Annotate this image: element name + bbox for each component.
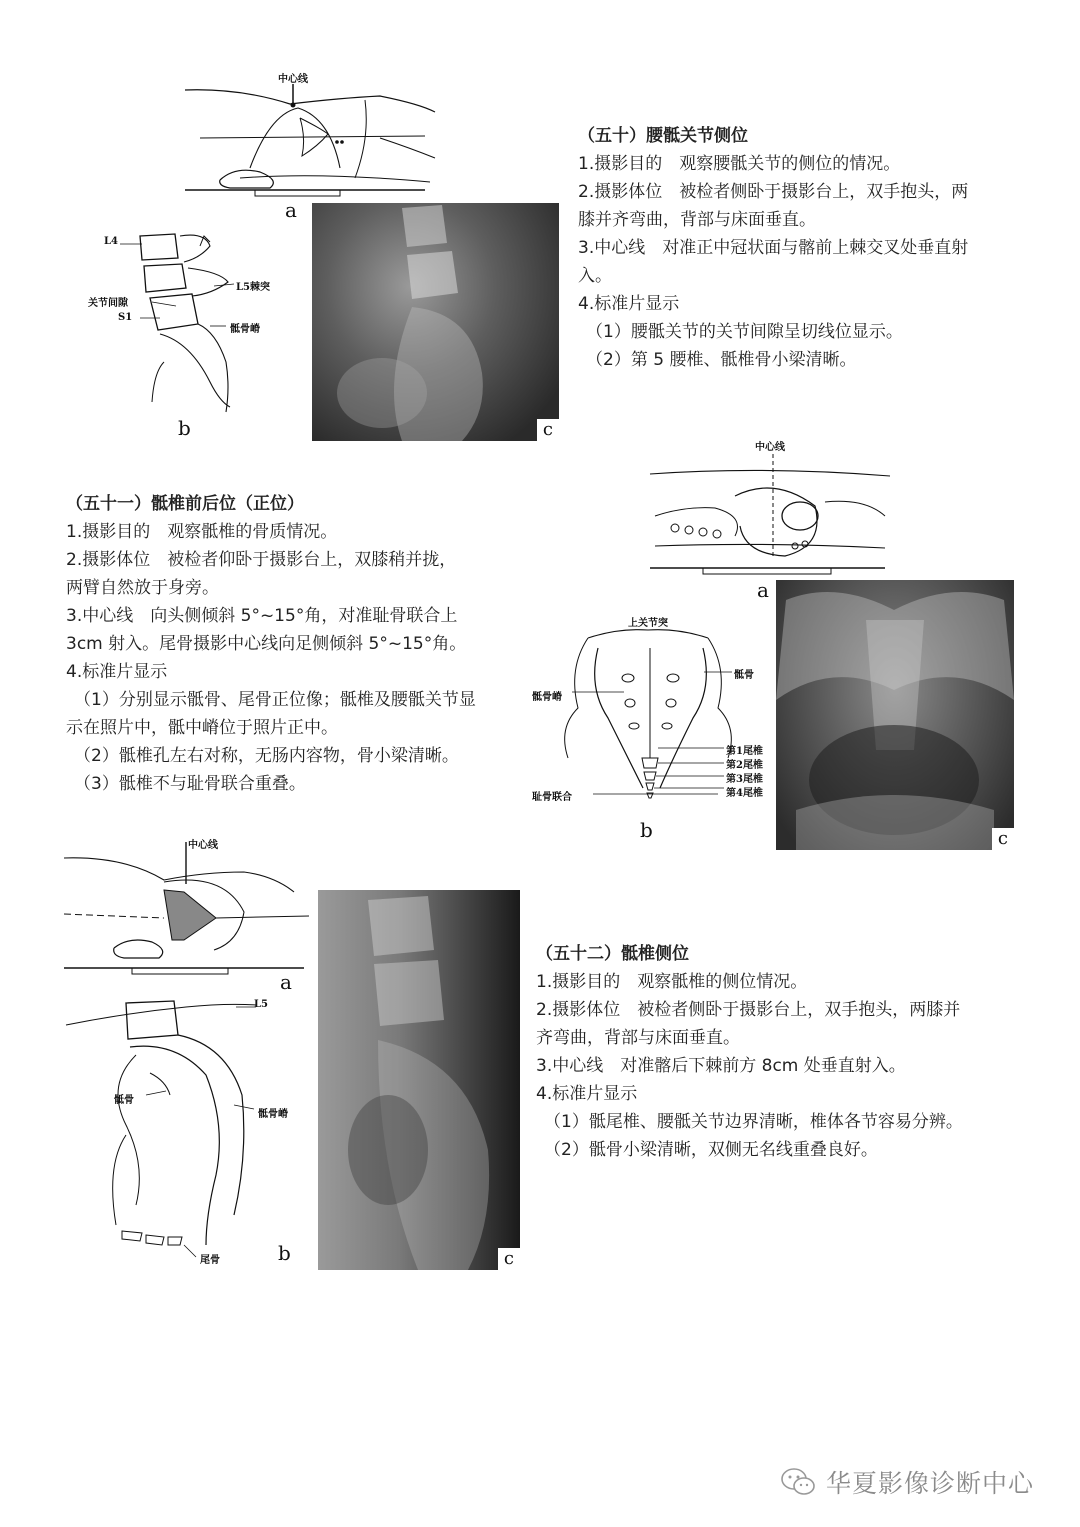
fig51-label-coccyx-3: 第3尾椎 — [726, 774, 763, 785]
fig51-label-b: b — [640, 818, 653, 842]
section-51 — [66, 490, 526, 798]
fig52-diagram-b — [66, 995, 306, 1270]
fig51-diagram-a — [645, 436, 895, 602]
fig52-center-line-label: 中心线 — [188, 840, 218, 851]
fig52-label-l5: L5 — [254, 999, 268, 1010]
section-52-line-5: 4.标准片显示 — [536, 1084, 638, 1104]
section-50-line-7: （1）腰骶关节的关节间隙呈切线位显示。 — [586, 322, 903, 342]
section-50-line-5: 入。 — [578, 266, 612, 286]
section-51-line-9: （2）骶椎孔左右对称，无肠内容物，骨小梁清晰。 — [74, 746, 459, 766]
fig52-label-a: a — [280, 970, 292, 994]
section-51-title: （五十一）骶椎前后位（正位） — [66, 494, 304, 514]
fig50-xray — [312, 203, 559, 441]
section-52-line-3: 齐弯曲，背部与床面垂直。 — [536, 1028, 740, 1048]
fig51-label-sacral-crest: 骶骨嵴 — [532, 692, 562, 703]
section-52-line-4: 3.中心线 对准髂后下棘前方 8cm 处垂直射入。 — [536, 1056, 906, 1076]
fig50-xray-shapes — [312, 203, 559, 441]
fig50-label-sacral-crest: 骶骨嵴 — [230, 324, 260, 335]
section-51-line-7: （1）分别显示骶骨、尾骨正位像；骶椎及腰骶关节显 — [74, 690, 476, 710]
fig51-xray-shapes — [776, 580, 1014, 850]
fig51-label-coccyx-2: 第2尾椎 — [726, 760, 763, 771]
fig52-label-sacral-crest: 骶骨嵴 — [258, 1109, 288, 1120]
section-51-line-4: 3.中心线 向头侧倾斜 5°~15°角，对准耻骨联合上 — [66, 606, 458, 626]
section-50 — [578, 122, 1048, 374]
fig51-label-coccyx-4: 第4尾椎 — [726, 788, 763, 799]
fig51-xray — [776, 580, 1014, 850]
fig50-diagram-a — [180, 68, 440, 222]
wechat-icon — [780, 1467, 816, 1497]
section-50-line-2: 2.摄影体位 被检者侧卧于摄影台上，双手抱头，两 — [578, 182, 969, 202]
section-52 — [536, 940, 1036, 1164]
fig50-label-s1: S1 — [118, 312, 133, 323]
section-50-title: （五十）腰骶关节侧位 — [578, 126, 748, 146]
section-51-line-3: 两臂自然放于身旁。 — [66, 578, 219, 598]
section-52-line-1: 1.摄影目的 观察骶椎的侧位情况。 — [536, 972, 808, 992]
fig50-label-c: c — [537, 419, 559, 441]
fig52-label-c: c — [498, 1248, 520, 1270]
section-50-line-8: （2）第 5 腰椎、骶椎骨小梁清晰。 — [586, 350, 857, 370]
fig51-label-a: a — [757, 578, 769, 602]
fig50-diagram-b — [80, 222, 300, 442]
section-51-line-1: 1.摄影目的 观察骶椎的骨质情况。 — [66, 522, 338, 542]
section-50-line-1: 1.摄影目的 观察腰骶关节的侧位的情况。 — [578, 154, 901, 174]
fig52-xray-shapes — [318, 890, 520, 1270]
fig51-diagram-b — [528, 608, 778, 844]
fig51-label-coccyx-1: 第1尾椎 — [726, 746, 763, 757]
section-51-line-5: 3cm 射入。尾骨摄影中心线向足侧倾斜 5°~15°角。 — [66, 634, 467, 654]
fig51-label-c: c — [992, 828, 1014, 850]
fig52-diagram-a — [64, 832, 314, 992]
fig52-label-sacrum: 骶骨 — [114, 1095, 134, 1106]
fig50-label-a: a — [285, 198, 297, 222]
section-52-title: （五十二）骶椎侧位 — [536, 944, 689, 964]
fig52-label-b: b — [278, 1241, 291, 1265]
fig51-label-pubic-symphysis: 耻骨联合 — [532, 792, 572, 803]
watermark — [780, 1462, 1034, 1502]
section-50-line-6: 4.标准片显示 — [578, 294, 680, 314]
section-51-line-6: 4.标准片显示 — [66, 662, 168, 682]
watermark-text: 华夏影像诊断中心 — [826, 1469, 1035, 1498]
fig52-lateral-patient-drawing — [64, 832, 314, 977]
section-50-line-3: 膝并齐弯曲，背部与床面垂直。 — [578, 210, 816, 230]
fig52-sacrum-lateral-drawing — [66, 995, 306, 1255]
section-51-line-10: （3）骶椎不与耻骨联合重叠。 — [74, 774, 306, 794]
fig50-label-l5-spinous: L5棘突 — [236, 282, 270, 293]
section-51-line-8: 示在照片中，骶中嵴位于照片正中。 — [66, 718, 338, 738]
section-52-line-7: （2）骶骨小梁清晰，双侧无名线重叠良好。 — [544, 1140, 878, 1160]
section-52-line-2: 2.摄影体位 被检者侧卧于摄影台上，双手抱头，两膝并 — [536, 1000, 961, 1020]
fig50-center-line-label: 中心线 — [278, 74, 308, 85]
fig52-label-coccyx: 尾骨 — [200, 1255, 220, 1266]
fig51-supine-patient-drawing — [645, 436, 895, 581]
fig50-lateral-patient-drawing — [180, 68, 440, 218]
fig52-xray — [318, 890, 520, 1270]
fig51-label-superior-articular: 上关节突 — [628, 618, 668, 629]
fig50-label-b: b — [178, 416, 191, 440]
section-50-line-4: 3.中心线 对准正中冠状面与髂前上棘交叉处垂直射 — [578, 238, 969, 258]
fig50-label-joint-space: 关节间隙 — [88, 298, 128, 309]
fig51-label-sacrum: 骶骨 — [734, 670, 754, 681]
fig50-lumbosacral-drawing — [80, 222, 300, 412]
fig51-center-line-label: 中心线 — [755, 442, 785, 453]
section-52-line-6: （1）骶尾椎、腰骶关节边界清晰，椎体各节容易分辨。 — [544, 1112, 963, 1132]
fig50-label-l4: L4 — [104, 236, 118, 247]
section-51-line-2: 2.摄影体位 被检者仰卧于摄影台上，双膝稍并拢， — [66, 550, 457, 570]
